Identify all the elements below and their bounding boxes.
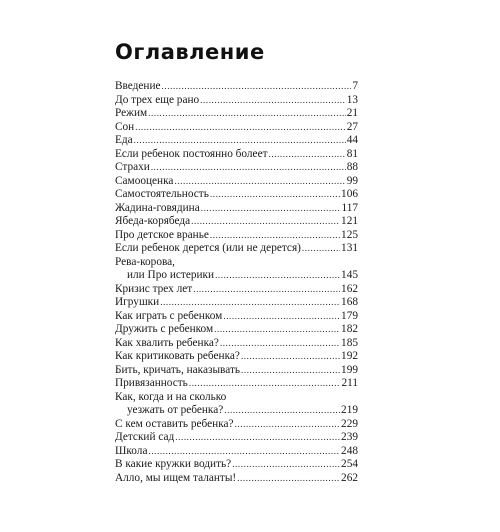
toc-entry: [115, 323, 358, 337]
dot-leader: [135, 121, 345, 135]
toc-entry-label: Еда: [115, 134, 133, 146]
toc-entry: [115, 337, 358, 351]
toc-entry: [115, 418, 358, 432]
toc-entry: [115, 283, 358, 297]
toc-entry-page-number: 199: [341, 363, 358, 376]
toc-entry-label: Страхи: [115, 161, 150, 173]
toc-entry-label: Введение: [115, 80, 161, 92]
table-of-contents: [115, 80, 358, 485]
toc-entry-page-number: 185: [341, 336, 358, 349]
dot-leader: [191, 215, 340, 229]
dot-leader: [241, 350, 340, 364]
toc-entry-page-number: 106: [341, 188, 358, 200]
toc-entry-label: Сон: [115, 120, 135, 133]
toc-entry: [115, 472, 358, 486]
toc-entry-page-number: 7: [352, 80, 358, 92]
toc-entry-label: Школа: [115, 444, 148, 457]
toc-entry-label: Кризис трех лет: [115, 282, 193, 295]
dot-leader: [215, 269, 340, 283]
toc-entry-page-number: 254: [341, 458, 358, 470]
dot-leader: [162, 80, 352, 94]
toc-entry-page-number: 121: [341, 215, 358, 227]
toc-entry: [115, 215, 358, 229]
toc-entry-page-number: 125: [341, 228, 358, 241]
toc-entry: [115, 229, 358, 243]
dot-leader: [220, 337, 340, 351]
dot-leader: [134, 134, 346, 148]
toc-entry-label: или Про истерики: [127, 269, 215, 281]
toc-entry-label: Бить, кричать, наказывать: [115, 363, 241, 376]
dot-leader: [237, 472, 340, 486]
toc-entry-label: Как играть с ребенком: [115, 309, 223, 322]
toc-entry-label: Ябеда-корябеда: [115, 215, 191, 227]
dot-leader: [148, 107, 346, 121]
toc-entry: [115, 175, 358, 189]
toc-entry-page-number: 88: [346, 161, 358, 173]
toc-entry: [115, 242, 358, 256]
toc-entry-label: Игрушки: [115, 296, 160, 308]
toc-entry-page-number: 81: [346, 147, 358, 160]
dot-leader: [241, 364, 340, 378]
toc-entry-page-number: 182: [341, 323, 358, 335]
dot-leader: [214, 323, 340, 337]
toc-entry-page-number: 262: [341, 471, 358, 484]
toc-entry-label: С кем оставить ребенка?: [115, 417, 234, 430]
toc-entry-label: До трех еще рано: [115, 93, 200, 106]
toc-entry-label-line1: Как, когда и на сколько: [115, 390, 227, 403]
page-title: Оглавление: [115, 40, 265, 64]
toc-entry: [115, 458, 358, 472]
toc-entry-label: уезжать от ребенка?: [127, 404, 224, 416]
toc-entry: [115, 134, 358, 148]
dot-leader: [200, 94, 346, 108]
dot-leader: [302, 242, 340, 256]
toc-entry-label: В какие кружки водить?: [115, 458, 232, 470]
toc-entry-label: Режим: [115, 107, 148, 119]
toc-entry-page-number: 179: [341, 309, 358, 322]
dot-leader: [148, 445, 340, 459]
toc-entry: [115, 148, 358, 162]
dot-leader: [193, 283, 340, 297]
toc-entry-label: Самооценка: [115, 174, 174, 187]
toc-entry-label: Если ребенок постоянно болеет: [115, 147, 268, 160]
toc-entry-page-number: 27: [346, 120, 358, 133]
toc-entry-label: Как хвалить ребенка?: [115, 336, 219, 349]
dot-leader: [210, 188, 340, 202]
toc-entry-page-number: 99: [346, 174, 358, 187]
toc-entry-page-number: 131: [341, 242, 358, 254]
toc-entry: [115, 377, 358, 391]
dot-leader: [189, 377, 341, 391]
toc-entry-page-number: 13: [346, 93, 358, 106]
toc-entry-label: Алло, мы ищем таланты!: [115, 471, 237, 484]
toc-entry-label: Детский сад: [115, 431, 175, 443]
toc-entry-label: Привязанность: [115, 377, 188, 389]
toc-entry-page-number: 248: [341, 444, 358, 457]
dot-leader: [269, 148, 346, 162]
dot-leader: [210, 229, 340, 243]
toc-entry-page-number: 21: [346, 107, 358, 119]
toc-entry-page-number: 117: [341, 201, 358, 214]
toc-entry: [115, 161, 358, 175]
toc-entry: [115, 121, 358, 135]
toc-entry-page-number: 239: [341, 431, 358, 443]
toc-entry: [115, 202, 358, 216]
toc-entry: [115, 94, 358, 108]
toc-entry: [115, 350, 358, 364]
dot-leader: [223, 310, 340, 324]
toc-entry-page-number: 168: [341, 296, 358, 308]
dot-leader: [201, 202, 341, 216]
dot-leader: [175, 431, 340, 445]
toc-entry: [115, 431, 358, 445]
toc-entry: [115, 364, 358, 378]
toc-entry-page-number: 192: [341, 350, 358, 362]
toc-entry-label: Если ребенок дерется (или не дерется): [115, 242, 301, 254]
dot-leader: [224, 404, 340, 418]
toc-entry: [115, 310, 358, 324]
toc-entry-page-number: 229: [341, 417, 358, 430]
toc-entry: [115, 256, 358, 283]
toc-entry-label: Жадина-говядина: [115, 201, 200, 214]
toc-entry: [115, 107, 358, 121]
toc-entry-label: Самостоятельность: [115, 188, 209, 200]
dot-leader: [151, 161, 346, 175]
toc-entry-label: Как критиковать ребенка?: [115, 350, 240, 362]
toc-entry-page-number: 162: [341, 282, 358, 295]
toc-entry-page-number: 211: [341, 377, 358, 389]
toc-entry: [115, 391, 358, 418]
dot-leader: [174, 175, 345, 189]
toc-entry: [115, 188, 358, 202]
dot-leader: [160, 296, 340, 310]
toc-entry-page-number: 145: [341, 269, 358, 281]
toc-entry-label: Дружить с ребенком: [115, 323, 214, 335]
toc-entry-page-number: 219: [341, 404, 358, 416]
toc-entry-label-line1: Рева-корова,: [115, 255, 175, 268]
toc-entry: [115, 445, 358, 459]
toc-entry: [115, 80, 358, 94]
dot-leader: [232, 458, 340, 472]
dot-leader: [235, 418, 341, 432]
toc-entry-label: Про детское вранье: [115, 228, 209, 241]
toc-entry: [115, 296, 358, 310]
toc-entry-page-number: 44: [346, 134, 358, 146]
